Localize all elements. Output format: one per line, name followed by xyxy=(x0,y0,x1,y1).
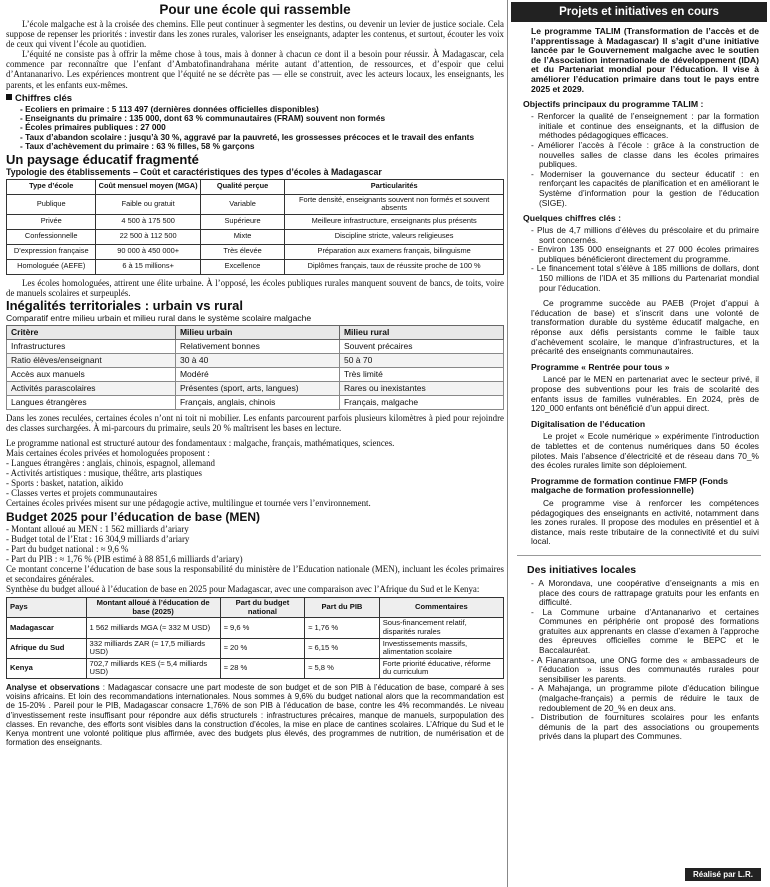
left-column xyxy=(6,2,504,887)
table-row xyxy=(7,353,504,367)
budget-heading: Budget 2025 pour l’éducation de base (MEN) xyxy=(6,509,261,524)
table-header: Type d’école xyxy=(7,179,96,194)
table-cell: Discipline stricte, valeurs religieuses xyxy=(285,229,504,244)
table-cell: Langues étrangères xyxy=(7,395,176,409)
analyse-paragraph xyxy=(6,683,504,747)
rentree-paragraph: Lancé par le MEN en partenariat avec le secteur privé, il propose des subventions pour les frais de scolarité des enfants issus de familles vulnérables. En 2024, près de 120_000 enfants ont bénéficié d’un appui direct. xyxy=(531,374,759,414)
table-cell: 90 000 à 450 000+ xyxy=(96,244,200,259)
list-item: - Taux d’abandon scolaire : jusqu’à 30 %, aggravé par la pauvreté, les grossesses précoces et le travail des enfants xyxy=(20,131,475,142)
list-item: - Distribution de fournitures scolaires pour les enfants démunis de la part des associations ou groupements privés dans la plupart des Communes. xyxy=(531,712,759,742)
table-header: Part du budget national xyxy=(220,598,304,618)
budget-line: Ce montant concerne l’éducation de base sous la responsabilité du ministère de l’Education nationale (MEN), incluant les écoles primaires et secondaires générales. xyxy=(6,563,504,584)
typologie-heading: Typologie des établissements – Coût et caractéristiques des types d’écoles à Madagascar xyxy=(6,166,382,177)
programme-line: Certaines écoles privées misent sur une pédagogie active, multilingue et tournée vers l’environnement. xyxy=(6,498,371,509)
table-cell: 1 562 milliards MGA (≈ 332 M USD) xyxy=(86,618,220,638)
programme-line: - Sports : basket, natation, aïkido xyxy=(6,478,124,489)
programme-block xyxy=(6,438,504,509)
table-row xyxy=(7,194,504,214)
table-cell: 50 à 70 xyxy=(339,353,503,367)
list-item: - La Commune urbaine d’Antananarivo et certaines Communes en périphérie ont proposé des formations gratuites aux apprenants en classe d’examen à l’approche des épreuves officielles comme le BEPC et le Baccalauréat. xyxy=(531,606,759,656)
list-item: - Renforcer la qualité de l’enseignement : par la formation initiale et continue des enseignants, et la diffusion de méthodes pédagogiques efficaces. xyxy=(531,111,759,141)
budget-line: - Montant alloué au MEN : 1 562 milliards d’ariary xyxy=(6,523,189,534)
budget-line: - Budget total de l’Etat : 16 304,9 milliards d’ariary xyxy=(6,533,190,544)
table-cell: Rares ou inexistantes xyxy=(339,381,503,395)
table-cell: 702,7 milliards KES (≈ 5,4 milliards USD) xyxy=(86,658,220,678)
table-cell: Sous-financement relatif, disparités rurales xyxy=(379,618,503,638)
table-header: Commentaires xyxy=(379,598,503,618)
square-bullet-icon xyxy=(6,94,12,100)
projets-header: Projets et initiatives en cours xyxy=(511,2,767,22)
programme-line: Mais certaines écoles privées et homologuées proposent : xyxy=(6,447,210,458)
programme-line: - Classes vertes et projets communautaires xyxy=(6,488,158,499)
initiatives-locales-heading: Des initiatives locales xyxy=(527,563,637,576)
budget-line: - Part du PIB : ≈ 1,76 % (PIB estimé à 88 851,6 milliards d’ariary) xyxy=(6,553,243,564)
table-cell: Excellence xyxy=(200,259,284,274)
table-row xyxy=(7,658,504,678)
table-header: Milieu urbain xyxy=(175,325,339,339)
table-cell: Meilleure infrastructure, enseignants plus présents xyxy=(285,214,504,229)
table-cell: Accès aux manuels xyxy=(7,367,176,381)
table-cell: Relativement bonnes xyxy=(175,339,339,353)
budget-block xyxy=(6,524,504,595)
inegalites-subtitle: Comparatif entre milieu urbain et milieu rural dans le système scolaire malgache xyxy=(6,312,312,323)
table-cell: Confessionnelle xyxy=(7,229,96,244)
table-cell: Modéré xyxy=(175,367,339,381)
table-header: Particularités xyxy=(285,179,504,194)
table-header-row xyxy=(7,325,504,339)
rentree-heading: Programme « Rentrée pour tous » xyxy=(531,361,670,372)
table-header-row xyxy=(7,179,504,194)
table-cell: ≈ 1,76 % xyxy=(305,618,380,638)
rural-paragraph: Dans les zones reculées, certaines écoles n’ont ni toit ni mobilier. Les enfants parcourent parfois plusieurs kilomètres à pied pour rejoindre des classes surchargées. À mi-parcours du primaire, seuls 20 % maîtrisent les bases en lecture. xyxy=(6,412,504,433)
table-header: Montant alloué à l’éducation de base (2025) xyxy=(86,598,220,618)
table-cell: Ratio élèves/enseignant xyxy=(7,353,176,367)
budget-comparison-table xyxy=(6,597,504,679)
table-cell: Activités parascolaires xyxy=(7,381,176,395)
table-row xyxy=(7,638,504,658)
quelques-chiffres-heading: Quelques chiffres clés : xyxy=(523,213,622,224)
table-cell: Kenya xyxy=(7,658,87,678)
digital-paragraph: Le projet « Ecole numérique » expérimente l’introduction de tablettes et de contenus numériques dans 50 écoles pilotes. Mais l’absence d’électricité et de réseau dans 70_% des écoles rurales limite son déploiement. xyxy=(531,431,759,471)
table-row xyxy=(7,395,504,409)
table-cell: 332 milliards ZAR (≈ 17,5 milliards USD) xyxy=(86,638,220,658)
chiffres-cles-heading: Chiffres clés xyxy=(6,93,504,104)
intro-paragraph-1: L’école malgache est à la croisée des chemins. Elle peut continuer à segmenter les destins, ou devenir un levier de justice sociale. Cela suppose de repenser les priorités : investir dans les zones rurales, valoriser les enseignants, adapter les contenus, et surtout, écouter les voix de ceux qui vivent l’école au quotidien. xyxy=(6,19,504,50)
table-cell: Infrastructures xyxy=(7,339,176,353)
section-divider xyxy=(517,555,761,556)
list-item: - Le financement total s’élève à 185 millions de dollars, dont 150 millions de l’IDA et 35 millions du Partenariat mondial pour l’éducation. xyxy=(531,263,759,293)
table-row xyxy=(7,367,504,381)
urbain-rural-table xyxy=(6,325,504,410)
list-item: - Taux d’achèvement du primaire : 63 % filles, 58 % garçons xyxy=(20,141,255,152)
talim-intro: Le programme TALIM (Transformation de l’accès et de l’apprentissage à Madagascar) Il s’agit d’une initiative lancée par le Gouvernement malgache avec le soutien de l’Association internationale de développement (IDA) et du Partenariat mondial pour l’éducation. Il vise à améliorer l’éducation primaire dans tout le pays entre 2025 et 2029. xyxy=(531,26,759,94)
table-cell: Homologuée (AEFE) xyxy=(7,259,96,274)
programme-line: - Langues étrangères : anglais, chinois, espagnol, allemand xyxy=(6,458,215,469)
table-cell: Publique xyxy=(7,194,96,214)
table-cell: Privée xyxy=(7,214,96,229)
table-cell: ≈ 28 % xyxy=(220,658,304,678)
table-cell: ≈ 20 % xyxy=(220,638,304,658)
table-row xyxy=(7,381,504,395)
table-row xyxy=(7,259,504,274)
programme-line: - Activités artistiques : musique, théâtre, arts plastiques xyxy=(6,468,202,479)
fmfp-paragraph: Ce programme vise à renforcer les compétences pédagogiques des enseignants en activité, notamment dans les zones rurales. Il propose des modules en présentiel et à distance, mais reste tributaire de la connectivité et du suivi local. xyxy=(531,497,759,547)
table-row xyxy=(7,618,504,638)
table-cell: Préparation aux examens français, bilinguisme xyxy=(285,244,504,259)
list-item: - Écoles primaires publiques : 27 000 xyxy=(20,122,166,133)
paysage-heading: Un paysage éducatif fragmenté xyxy=(6,151,199,167)
table-cell: Présentes (sport, arts, langues) xyxy=(175,381,339,395)
table-cell: Afrique du Sud xyxy=(7,638,87,658)
table-header: Qualité perçue xyxy=(200,179,284,194)
fmfp-heading: Programme de formation continue FMFP (Fonds malgache de formation professionnelle) xyxy=(531,475,729,496)
table-cell: Madagascar xyxy=(7,618,87,638)
budget-line: - Part du budget national : ≈ 9,6 % xyxy=(6,543,129,554)
author-credit: Réalisé par L.R. xyxy=(685,868,761,881)
table-cell: 22 500 à 112 500 xyxy=(96,229,200,244)
list-item: - A Morondava, une coopérative d’enseignants a mis en place des cours de rattrapage gratuits pour les enfants en difficulté. xyxy=(531,577,759,608)
table-header: Critère xyxy=(7,325,176,339)
table-cell: Forte priorité éducative, réforme du curriculum xyxy=(379,658,503,678)
table-cell: ≈ 9,6 % xyxy=(220,618,304,638)
objectifs-heading: Objectifs principaux du programme TALIM : xyxy=(523,99,704,110)
table-cell: Faible ou gratuit xyxy=(96,194,200,214)
list-item: - Ecoliers en primaire : 5 113 497 (dernières données officielles disponibles) xyxy=(20,103,319,114)
table-cell: Diplômes français, taux de réussite proche de 100 % xyxy=(285,259,504,274)
table-cell: 6 à 15 millions+ xyxy=(96,259,200,274)
analyse-text: : Madagascar consacre une part modeste de son budget et de son PIB à l’éducation de base, comparé à ses voisins africains. Et loin des recommandations internationales. Nous sommes à 9,6% du budget national alors que la recommandation est de 15-20% . Pareil pour le PIB, Madagascar consacre 1,76% de son PIB à l’éducation de base, contre les 4% recommandés. Le niveau d’investissement reste insuffisant pour répondre aux défis structurels : infrastructures précaires, manque de manuels, surpopulation des classes. En revanche, des efforts sont visibles dans la construction d’écoles, la mise en place de cantines scolaires. L’Afrique du Sud et le Kenya montrent une volonté politique plus affirmée, avec des budgets plus élevés, des programmes de nutrition, de numérisation et de formation des enseignants. xyxy=(6,682,504,748)
table-header: Coût mensuel moyen (MGA) xyxy=(96,179,200,194)
table-cell: Forte densité, enseignants souvent non formés et souvent absents xyxy=(285,194,504,214)
table-row xyxy=(7,339,504,353)
programme-line: Le programme national est structuré autour des fondamentaux : malgache, français, mathématiques, sciences. xyxy=(6,437,395,448)
table-cell: D’expression française xyxy=(7,244,96,259)
analyse-label: Analyse et observations xyxy=(6,682,100,692)
chiffres-cles-list xyxy=(6,105,504,152)
paeb-paragraph: Ce programme succède au PAEB (Projet d’appui à l’éducation de base) et s’inscrit dans une volonté de transformation durable du système éducatif malgache, en réponse aux défis persistants comme le faible taux d’achèvement scolaire, le manque d’infrastructures, et la précarité des enseignants communautaires. xyxy=(531,298,759,357)
table-row xyxy=(7,229,504,244)
homologuees-paragraph: Les écoles homologuées, attirent une élite urbaine. À l’opposé, les écoles publiques rurales manquent souvent de bancs, de toits, voire de manuels scolaires et surpeuplés. xyxy=(6,277,504,298)
table-cell: Français, anglais, chinois xyxy=(175,395,339,409)
list-item: - Plus de 4,7 millions d’élèves du préscolaire et du primaire sont concernés. xyxy=(531,225,759,245)
table-header: Pays xyxy=(7,598,87,618)
intro-paragraph-2: L’équité ne consiste pas à offrir la même chose à tous, mais à donner à chacun ce dont il a besoin pour réussir. À Madagascar, cela commence par reconnaître que l’enfant d’Ambatofinandrahana mérite autant d’attention, de ressources, et d’espoir que celui d’Antananarivo. Les expériences montrent que l’équité ne se décrète pas — elle se construit, avec les acteurs locaux, les enseignants, les parents, et les enfants eux-mêmes. xyxy=(6,49,504,90)
table-cell: Souvent précaires xyxy=(339,339,503,353)
digital-heading: Digitalisation de l’éducation xyxy=(531,418,646,429)
column-divider xyxy=(507,0,508,887)
table-cell: Français, malgache xyxy=(339,395,503,409)
table-cell: Supérieure xyxy=(200,214,284,229)
table-cell: ≈ 6,15 % xyxy=(305,638,380,658)
table-cell: ≈ 5,8 % xyxy=(305,658,380,678)
list-item: - Enseignants du primaire : 135 000, dont 63 % communautaires (FRAM) souvent non formés xyxy=(20,113,386,124)
table-cell: Investissements massifs, alimentation scolaire xyxy=(379,638,503,658)
article-title: Pour une école qui rassemble xyxy=(159,2,351,17)
table-row xyxy=(7,214,504,229)
list-item: - Améliorer l’accès à l’école : grâce à la construction de nouvelles salles de classe dans les écoles primaires publiques. xyxy=(531,139,759,170)
table-row xyxy=(7,244,504,259)
table-cell: Très élevée xyxy=(200,244,284,259)
table-header: Part du PIB xyxy=(305,598,380,618)
table-header-row xyxy=(7,598,504,618)
list-item: - A Mahajanga, un programme pilote d’éducation bilingue (malgache-français) a permis de réduire le taux de redoublement de 20_% en deux ans. xyxy=(531,683,759,713)
inegalites-heading: Inégalités territoriales : urbain vs rural xyxy=(6,297,243,313)
table-cell: 4 500 à 175 500 xyxy=(96,214,200,229)
table-cell: Très limité xyxy=(339,367,503,381)
typologie-table xyxy=(6,179,504,275)
budget-line: Synthèse du budget alloué à l’éducation de base en 2025 pour Madagascar, avec une comparaison avec l’Afrique du Sud et le Kenya: xyxy=(6,584,480,595)
table-cell: Mixte xyxy=(200,229,284,244)
table-cell: 30 à 40 xyxy=(175,353,339,367)
list-item: - Environ 135 000 enseignants et 27 000 écoles primaires publiques bénéficieront directement du programme. xyxy=(531,244,759,264)
right-column xyxy=(511,2,767,887)
list-item: - A Fianarantsoa, une ONG forme des « ambassadeurs de l’éducation » issus des communautés rurales pour sensibiliser les parents. xyxy=(531,654,759,684)
table-header: Milieu rural xyxy=(339,325,503,339)
list-item: - Moderniser la gouvernance du secteur éducatif : en renforçant les capacités de planification et en améliorant le Système d’information pour la gestion de l’éducation (SIGE). xyxy=(531,168,759,208)
table-cell: Variable xyxy=(200,194,284,214)
